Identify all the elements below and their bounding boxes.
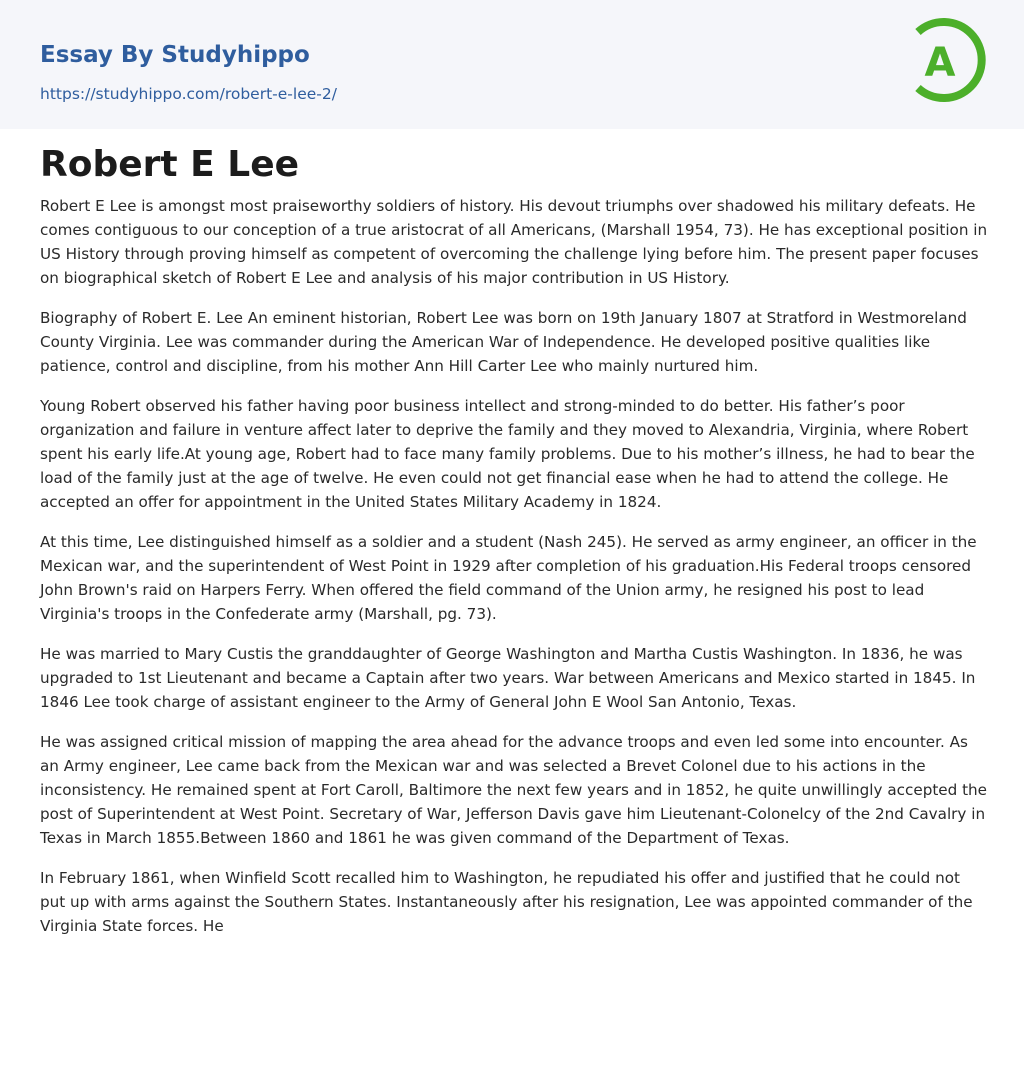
essay-paragraph: Young Robert observed his father having poor business intellect and strong-minded to do better. His father’s poor organization and failure in venture affect later to deprive the family and they moved to Alexandria, Virginia, where Robert spent his early life.At young age, Robert had to face many family problems. Due to his mother’s illness, he had to bear the load of the family just at the age of twelve. He even could not get financial ease when he had to attend the college. He accepted an offer for appointment in the United States Military Academy in 1824. xyxy=(40,397,975,511)
essay-paragraph: Robert E Lee is amongst most praiseworthy soldiers of history. His devout triumphs over shadowed his military defeats. He comes contiguous to our conception of a true aristocrat of all Americans, (Marshall 1954, 73). He has exceptional position in US History through proving himself as competent of overcoming the challenge lying before him. The present paper focuses on biographical sketch of Robert E Lee and analysis of his major contribution in US History. xyxy=(40,197,988,287)
site-header xyxy=(0,0,1024,129)
site-brand[interactable]: Essay By Studyhippo xyxy=(40,42,310,68)
essay-paragraph: At this time, Lee distinguished himself as a soldier and a student (Nash 245). He served as army engineer, an officer in the Mexican war, and the superintendent of West Point in 1929 after completion of his graduation.His Federal troops censored John Brown's raid on Harpers Ferry. When offered the field command of the Union army, he resigned his post to lead Virginia's troops in the Confederate army (Marshall, pg. 73). xyxy=(40,533,977,623)
essay-paragraph: He was married to Mary Custis the granddaughter of George Washington and Martha Custis Washington. In 1836, he was upgraded to 1st Lieutenant and became a Captain after two years. War between Americans and Mexico started in 1845. In 1846 Lee took charge of assistant engineer to the Army of General John E Wool San Antonio, Texas. xyxy=(40,645,976,711)
studyhippo-logo-icon[interactable] xyxy=(912,18,988,106)
logo-letter: A xyxy=(924,40,956,86)
essay-url-link[interactable]: https://studyhippo.com/robert-e-lee-2/ xyxy=(40,85,337,103)
essay-paragraph: In February 1861, when Winfield Scott recalled him to Washington, he repudiated his offer and justified that he could not put up with arms against the Southern States. Instantaneously after his resignation, Lee was appointed commander of the Virginia State forces. He xyxy=(40,869,973,935)
essay-body xyxy=(40,194,988,954)
essay-paragraph: He was assigned critical mission of mapping the area ahead for the advance troops and even led some into encounter. As an Army engineer, Lee came back from the Mexican war and was selected a Brevet Colonel due to his actions in the inconsistency. He remained spent at Fort Caroll, Baltimore the next few years and in 1852, he quite unwillingly accepted the post of Superintendent at West Point. Secretary of War, Jefferson Davis gave him Lieutenant-Colonelcy of the 2nd Cavalry in Texas in March 1855.Between 1860 and 1861 he was given command of the Department of Texas. xyxy=(40,733,988,847)
essay-paragraph: Biography of Robert E. Lee An eminent historian, Robert Lee was born on 19th January 1807 at Stratford in Westmoreland County Virginia. Lee was commander during the American War of Independence. He developed positive qualities like patience, control and discipline, from his mother Ann Hill Carter Lee who mainly nurtured him. xyxy=(40,309,967,375)
page-title: Robert E Lee xyxy=(40,144,300,185)
